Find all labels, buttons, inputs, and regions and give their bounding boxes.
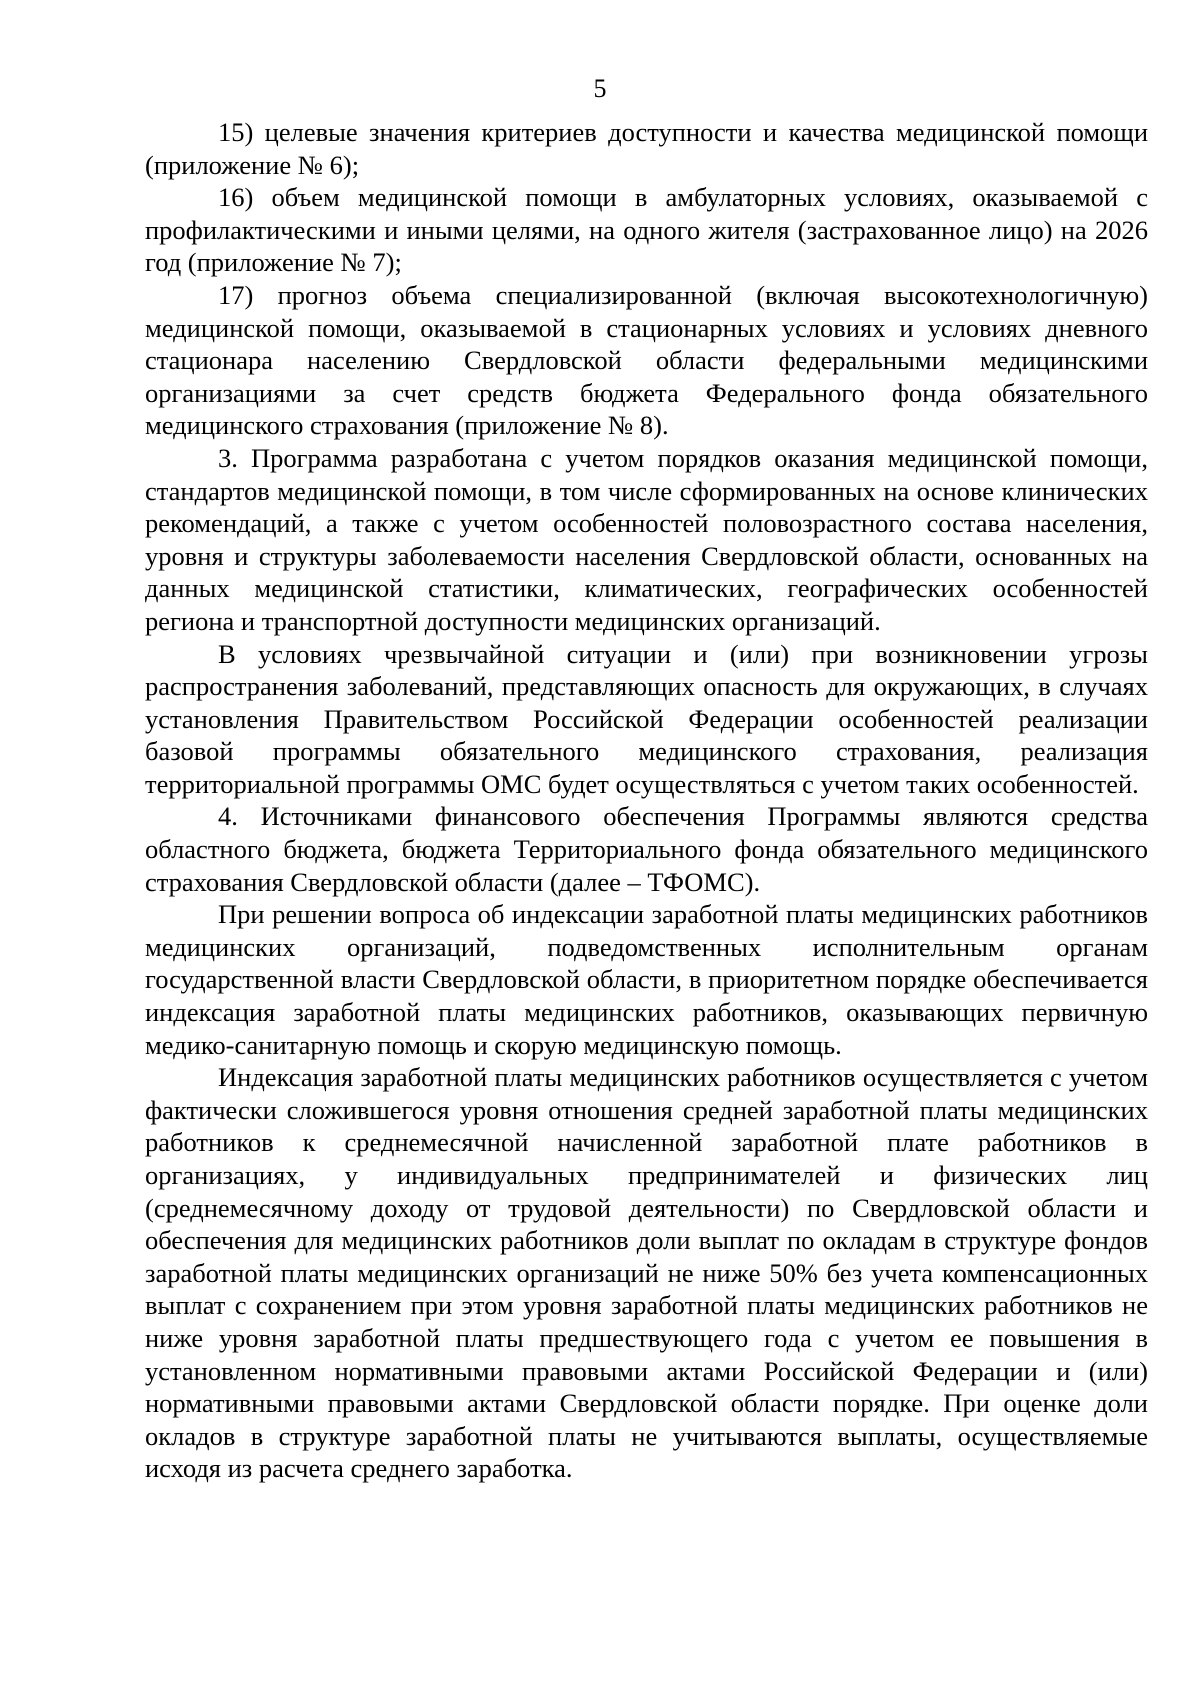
page-number: 5 [593,74,607,103]
paragraph-emergency-conditions: В условиях чрезвычайной ситуации и (или) при возникновении угрозы распространения заболеваний, представляющих опасность для окружающих, в случаях установления Правительством Российской Федерации особенностей реализации базовой программы обязательного медицинского страхования, реализация территориальной программы ОМС будет осуществляться с учетом таких особенностей. [145,638,1148,799]
paragraph-section-4: 4. Источниками финансового обеспечения Программы являются средства областного бюджета, бюджета Территориального фонда обязательного медицинского страхования Свердловской области (далее – ТФОМС). [145,801,1148,897]
paragraph-item-15: 15) целевые значения критериев доступности и качества медицинской помощи (приложение № 6); [145,117,1148,180]
paragraph-salary-indexation-priority: При решении вопроса об индексации заработной платы медицинских работников медицинских организаций, подведомственных исполнительным органам государственной власти Свердловской области, в приоритетном порядке обеспечивается индексация заработной платы медицинских работников, оказывающих первичную медико-санитарную помощь и скорую медицинскую помощь. [145,899,1148,1060]
paragraph-section-3: 3. Программа разработана с учетом порядков оказания медицинской помощи, стандартов медицинской помощи, в том числе сформированных на основе клинических рекомендаций, а также с учетом особенностей половозрастного состава населения, уровня и структуры заболеваемости населения Свердловской области, основанных на данных медицинской статистики, климатических, географических особенностей региона и транспортной доступности медицинских организаций. [145,442,1148,636]
document-body [145,116,1148,1485]
paragraph-item-16: 16) объем медицинской помощи в амбулаторных условиях, оказываемой с профилактическими и иными целями, на одного жителя (застрахованное лицо) на 2026 год (приложение № 7); [145,182,1148,278]
paragraph-item-17: 17) прогноз объема специализированной (включая высокотехнологичную) медицинской помощи, оказываемой в стационарных условиях и условиях дневного стационара населению Свердловской области федеральными медицинскими организациями за счет средств бюджета Федерального фонда обязательного медицинского страхования (приложение № 8). [145,279,1148,441]
paragraph-salary-indexation-rules: Индексация заработной платы медицинских работников осуществляется с учетом фактически сложившегося уровня отношения средней заработной платы медицинских работников к среднемесячной начисленной заработной плате работников в организациях, у индивидуальных предпринимателей и физических лиц (среднемесячному доходу от трудовой деятельности) по Свердловской области и обеспечения для медицинских работников доли выплат по окладам в структуре фондов заработной платы медицинских организаций не ниже 50% без учета компенсационных выплат с сохранением при этом уровня заработной платы медицинских работников не ниже уровня заработной платы предшествующего года с учетом ее повышения в установленном нормативными правовыми актами Российской Федерации и (или) нормативными правовыми актами Свердловской области порядке. При оценке доли окладов в структуре заработной платы не учитываются выплаты, осуществляемые исходя из расчета среднего заработка. [145,1062,1148,1484]
